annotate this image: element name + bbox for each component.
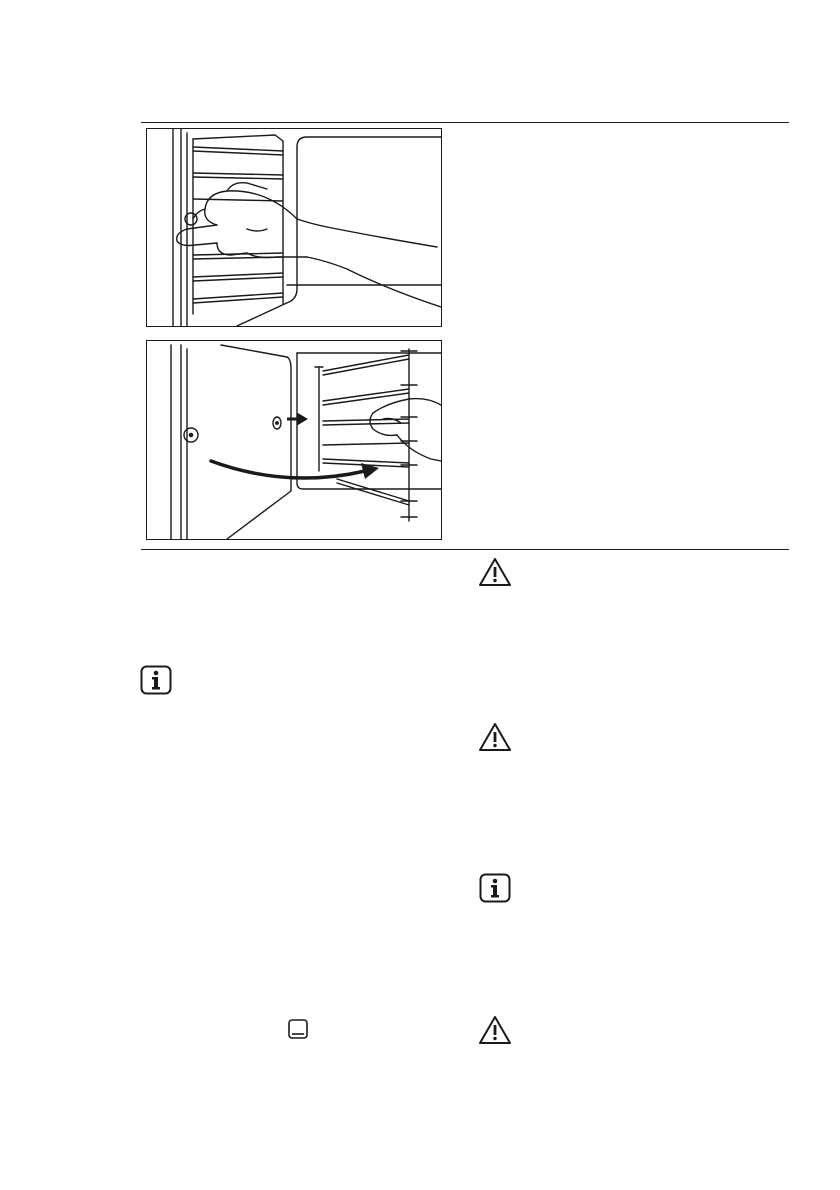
info-icon [140,665,172,695]
middle-rule [141,549,789,550]
figure-pull-rear-shelf-support [146,340,442,540]
remove-shelf-support-illustration [147,129,441,326]
top-rule [141,122,789,123]
warning-icon [477,556,513,588]
oven-lamp-symbol-icon [288,1019,308,1039]
warning-icon [477,721,513,753]
info-icon [479,873,511,903]
figure-remove-shelf-support [146,128,442,327]
warning-icon [477,1014,513,1046]
pull-rear-shelf-support-illustration [147,341,441,539]
